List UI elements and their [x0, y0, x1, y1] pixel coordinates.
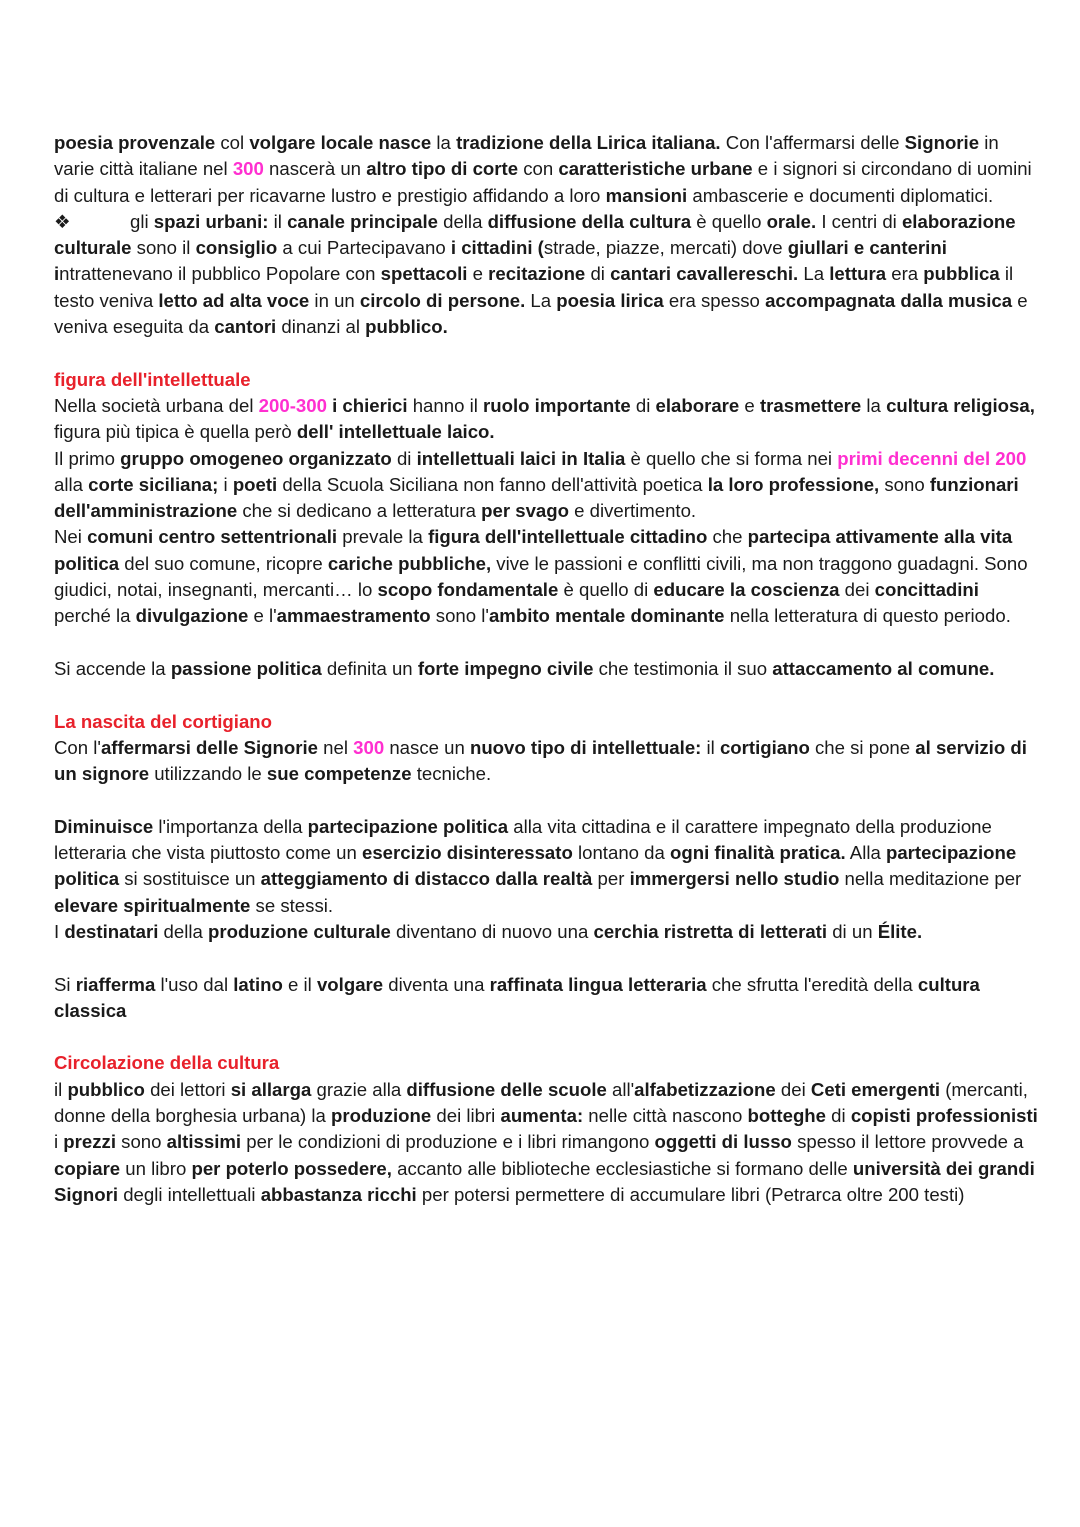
- highlight-date: 300: [353, 736, 385, 758]
- plain-text: all': [606, 1078, 635, 1100]
- bold-text: cultura religiosa,: [886, 394, 1035, 416]
- bold-text: volgare locale nasce: [249, 132, 432, 153]
- plain-text: di: [826, 1104, 851, 1126]
- bold-text: esercizio disinteressato: [362, 842, 573, 864]
- plain-text: alla vita cittadina e il carattere impegnato della produzione letteraria che vista piuttosto come un: [54, 815, 992, 864]
- bold-text: affermarsi delle Signorie: [100, 736, 318, 758]
- plain-text: sono: [879, 473, 930, 495]
- plain-text: e il: [282, 973, 317, 995]
- bold-text: forte impegno civile: [417, 657, 594, 679]
- bold-text: poesia lirica: [556, 289, 664, 311]
- bold-text: diffusione delle scuole: [406, 1078, 607, 1100]
- plain-text: della: [158, 920, 208, 942]
- plain-text: strade, piazze, mercati) dove: [543, 237, 788, 259]
- plain-text: di: [391, 447, 417, 469]
- bold-text: divulgazione: [135, 605, 249, 627]
- bold-text: produzione culturale: [208, 920, 391, 942]
- plain-text: Nella società urbana del: [54, 394, 259, 416]
- bold-text: cerchia ristretta di letterati: [593, 920, 828, 942]
- paragraph-spazi-urbani-text: [54, 211, 1028, 337]
- bold-text: raffinata lingua letteraria: [489, 973, 707, 995]
- bold-text: educare la coscienza: [653, 579, 840, 601]
- plain-text: lontano da: [572, 842, 671, 864]
- plain-text: nascerà un: [263, 158, 367, 180]
- bold-text: abbastanza ricchi: [260, 1183, 417, 1205]
- plain-text: grazie alla: [311, 1078, 407, 1100]
- bold-text: ambito mentale dominante: [488, 605, 725, 627]
- plain-text: e veniva eseguita da: [54, 289, 1028, 338]
- plain-text: per le condizioni di produzione e i libri rimangono: [241, 1131, 655, 1153]
- plain-text: hanno il: [407, 394, 484, 416]
- bold-text: pubblico: [67, 1078, 145, 1100]
- heading-nascita-cortigiano: La nascita del cortigiano: [54, 710, 273, 732]
- bold-text: orale.: [766, 210, 817, 232]
- bold-text: poeti: [232, 473, 278, 495]
- plain-text: il: [701, 736, 720, 758]
- plain-text: i: [218, 473, 233, 495]
- bold-text: altro tipo di corte: [366, 158, 519, 180]
- plain-text: nel: [317, 736, 354, 758]
- plain-text: della: [437, 210, 488, 232]
- plain-text: se stessi.: [250, 894, 334, 916]
- bold-text: caratteristiche urbane: [558, 158, 753, 180]
- bold-text: copiare: [54, 1157, 121, 1179]
- plain-text: in varie città italiane nel: [54, 132, 999, 180]
- plain-text: sono: [116, 1131, 167, 1153]
- paragraph-cortigiano: [54, 735, 1040, 788]
- plain-text: dei libri: [431, 1104, 501, 1126]
- plain-text: nelle città nascono: [583, 1104, 748, 1126]
- bold-text: elaborazione culturale: [54, 210, 1016, 259]
- bold-text: gruppo omogeneo organizzato: [120, 447, 392, 469]
- paragraph-latino-volgare: [54, 972, 1040, 1025]
- plain-text: era spesso: [663, 289, 766, 311]
- plain-text: vive le passioni e conflitti civili, ma non traggono guadagni. Sono giudici, notai, insegnanti, mercanti… lo: [54, 552, 1028, 601]
- plain-text: è quello: [691, 210, 767, 232]
- bold-text: canale principale: [287, 210, 438, 232]
- bold-text: Signorie: [904, 132, 980, 153]
- plain-text: della Scuola Siciliana non fanno dell'attività poetica: [277, 473, 708, 495]
- plain-text: figura più tipica è quella però: [54, 421, 297, 443]
- bold-text: partecipa attivamente alla vita politica: [54, 526, 1013, 574]
- bold-text: copisti professionisti: [850, 1104, 1038, 1126]
- plain-text: per: [592, 868, 630, 890]
- plain-text: era: [886, 263, 924, 285]
- plain-text: è quello che si forma nei: [625, 447, 838, 469]
- plain-text: dinanzi al: [276, 316, 366, 338]
- bold-text: la loro professione,: [707, 473, 880, 495]
- bold-text: riafferma: [75, 973, 156, 995]
- bold-text: nuovo tipo di intellettuale:: [469, 736, 702, 758]
- bold-text: elevare spiritualmente: [54, 894, 251, 916]
- bold-text: consiglio: [195, 237, 278, 259]
- plain-text: Con l': [54, 736, 101, 758]
- plain-text: è quello di: [558, 579, 654, 601]
- bold-text: letto ad alta voce: [158, 289, 310, 311]
- paragraph-spazi-urbani: [54, 209, 1040, 340]
- bold-text: comuni centro settentrionali: [87, 526, 338, 548]
- plain-text: un libro: [120, 1157, 192, 1179]
- bold-text: ruolo importante: [483, 394, 631, 416]
- plain-text: (mercanti, donne della borghesia urbana) la: [54, 1078, 1028, 1126]
- bold-text: intellettuali laici in Italia: [416, 447, 626, 469]
- plain-text: Con l'affermarsi delle: [720, 132, 905, 153]
- bold-text: pubblica: [923, 263, 1000, 285]
- plain-text: e l': [248, 605, 277, 627]
- bold-text: al servizio di un signore: [54, 736, 1027, 785]
- plain-text: che sfrutta l'eredità della: [706, 973, 918, 995]
- bold-text: circolo di persone.: [359, 289, 526, 311]
- plain-text: la: [861, 394, 887, 416]
- paragraph-corte-siciliana: [54, 446, 1040, 525]
- plain-text: la: [431, 132, 457, 153]
- plain-text: e i signori si circondano di uomini di cultura e letterari per ricavarne lustro e prestigio affidando a loro: [54, 158, 1032, 206]
- bold-text: trasmettere: [759, 394, 862, 416]
- bold-text: cariche pubbliche,: [327, 552, 492, 574]
- plain-text: accanto alle biblioteche ecclesiastiche si formano delle: [391, 1157, 853, 1179]
- plain-text: diventano di nuovo una: [390, 920, 594, 942]
- bold-text: tradizione della Lirica italiana.: [456, 132, 721, 153]
- bold-text: immergersi nello studio: [629, 868, 840, 890]
- plain-text: Il primo: [54, 447, 121, 469]
- bold-text: accompagnata dalla musica: [765, 289, 1013, 311]
- plain-text: si sostituisce un: [119, 868, 261, 890]
- bold-text: cortigiano: [719, 736, 810, 758]
- plain-text: dei lettori: [144, 1078, 231, 1100]
- paragraph-passione-politica: [54, 656, 1040, 682]
- bold-text: Élite.: [877, 920, 923, 942]
- bold-text: spazi urbani:: [153, 210, 269, 232]
- bold-text: corte siciliana;: [88, 473, 219, 495]
- plain-text: il testo veniva: [54, 263, 1014, 311]
- diamond-bullet-icon: ❖: [54, 210, 71, 232]
- plain-text: i: [54, 1131, 64, 1153]
- plain-text: del suo comune, ricopre: [119, 552, 328, 574]
- highlight-date: 200-300: [258, 394, 327, 416]
- plain-text: che si pone: [809, 736, 916, 758]
- bold-text: aumenta:: [500, 1104, 584, 1126]
- bold-text: Diminuisce: [54, 815, 154, 837]
- plain-text: il: [54, 1078, 68, 1100]
- bold-text: attaccamento al comune.: [772, 657, 995, 679]
- plain-text: per potersi permettere di accumulare libri (Petrarca oltre 200 testi): [416, 1183, 965, 1205]
- plain-text: nasce un: [384, 736, 470, 758]
- plain-text: in un: [309, 289, 360, 311]
- plain-text: di un: [827, 920, 878, 942]
- plain-text: di: [585, 263, 611, 285]
- plain-text: che si dedicano a letteratura: [237, 500, 482, 522]
- plain-text: di: [630, 394, 656, 416]
- highlight-date: 300: [232, 158, 264, 180]
- bold-text: per svago: [481, 500, 569, 522]
- bold-text: ogni finalità pratica.: [670, 842, 846, 864]
- bold-text: spettacoli: [380, 263, 468, 285]
- bold-text: funzionari dell'amministrazione: [54, 473, 1019, 522]
- plain-text: sono l': [430, 605, 489, 627]
- heading-circolazione-cultura: Circolazione della cultura: [54, 1052, 280, 1074]
- plain-text: e: [739, 394, 760, 416]
- plain-text: e: [467, 263, 489, 285]
- bold-text: si allarga: [230, 1078, 312, 1100]
- plain-text: nella letteratura di questo periodo.: [724, 605, 1011, 627]
- plain-text: I centri di: [816, 210, 902, 232]
- plain-text: ntrattenevano il pubblico Popolare con: [59, 263, 381, 285]
- plain-text: utilizzando le: [149, 763, 267, 785]
- plain-text: gli: [130, 210, 154, 232]
- bold-text: partecipazione politica: [307, 815, 509, 837]
- bold-text: volgare: [316, 973, 384, 995]
- bold-text: botteghe: [747, 1104, 826, 1126]
- bold-text: sue competenze: [266, 763, 412, 785]
- paragraph-comuni: [54, 524, 1040, 629]
- plain-text: perché la: [54, 605, 136, 627]
- bold-text: giullari e canterini i: [54, 237, 947, 285]
- plain-text: che: [707, 526, 748, 548]
- bold-text: cultura classica: [54, 973, 980, 1021]
- bold-text: latino: [233, 973, 283, 995]
- plain-text: sono il: [131, 237, 196, 259]
- paragraph-provenzale: [54, 130, 1040, 209]
- plain-text: Nei: [54, 526, 88, 548]
- plain-text: dei: [839, 579, 875, 601]
- bold-text: destinatari: [64, 920, 159, 942]
- bold-text: alfabetizzazione: [634, 1078, 776, 1100]
- plain-text: a cui Partecipavano: [277, 237, 451, 259]
- plain-text: ambascerie e documenti diplomatici.: [687, 184, 994, 206]
- plain-text: I: [54, 920, 65, 942]
- bold-text: Ceti emergenti: [810, 1078, 941, 1100]
- bold-text: lettura: [829, 263, 887, 285]
- bold-text: mansioni: [605, 184, 688, 206]
- bold-text: passione politica: [170, 657, 322, 679]
- bold-text: concittadini: [874, 579, 979, 601]
- plain-text: diventa una: [383, 973, 490, 995]
- bold-text: partecipazione politica: [54, 842, 1017, 890]
- plain-text: l'uso dal: [155, 973, 234, 995]
- plain-text: dei: [775, 1078, 811, 1100]
- bold-text: dell' intellettuale laico.: [296, 421, 495, 443]
- bold-text: ammaestramento: [276, 605, 431, 627]
- bold-text: figura dell'intellettuale cittadino: [428, 526, 708, 548]
- bold-text: elaborare: [655, 394, 740, 416]
- plain-text: con: [518, 158, 559, 180]
- bold-text: i chierici: [332, 394, 408, 416]
- bold-text: altissimi: [166, 1131, 242, 1153]
- paragraph-circolazione: [54, 1077, 1040, 1208]
- plain-text: definita un: [321, 657, 418, 679]
- plain-text: Si: [54, 973, 76, 995]
- paragraph-diminuisce: [54, 814, 1040, 919]
- plain-text: e divertimento.: [568, 500, 697, 522]
- plain-text: prevale la: [337, 526, 429, 548]
- bold-text: prezzi: [63, 1131, 116, 1153]
- plain-text: tecniche.: [411, 763, 492, 785]
- bold-text: i cittadini (: [450, 237, 544, 259]
- bold-text: cantari cavallereschi.: [610, 263, 799, 285]
- plain-text: l'importanza della: [153, 815, 308, 837]
- plain-text: degli intellettuali: [118, 1183, 261, 1205]
- bold-text: pubblico.: [365, 316, 448, 338]
- plain-text: Si accende la: [54, 657, 171, 679]
- plain-text: La: [525, 289, 557, 311]
- bold-text: cantori: [214, 316, 277, 338]
- bold-text: per poterlo possedere,: [191, 1157, 392, 1179]
- plain-text: spesso il lettore provvede a: [791, 1131, 1024, 1153]
- bold-text: oggetti di lusso: [654, 1131, 792, 1153]
- bold-text: università dei grandi Signori: [54, 1157, 1035, 1205]
- paragraph-chierici: [54, 393, 1040, 446]
- heading-figura-intellettuale: figura dell'intellettuale: [54, 368, 251, 390]
- highlight-date: primi decenni del 200: [837, 447, 1027, 469]
- bold-text: atteggiamento di distacco dalla realtà: [260, 868, 593, 890]
- plain-text: che testimonia il suo: [593, 657, 773, 679]
- plain-text: col: [215, 132, 250, 153]
- bold-text: diffusione della cultura: [487, 210, 692, 232]
- plain-text: nella meditazione per: [839, 868, 1022, 890]
- plain-text: alla: [54, 473, 89, 495]
- plain-text: il: [268, 210, 288, 232]
- plain-text: Alla: [845, 842, 886, 864]
- plain-text: La: [798, 263, 830, 285]
- bold-text: produzione: [331, 1104, 432, 1126]
- bold-text: scopo fondamentale: [377, 579, 559, 601]
- bold-text: recitazione: [488, 263, 586, 285]
- paragraph-destinatari: [54, 919, 1040, 945]
- bold-text: poesia provenzale: [54, 132, 216, 153]
